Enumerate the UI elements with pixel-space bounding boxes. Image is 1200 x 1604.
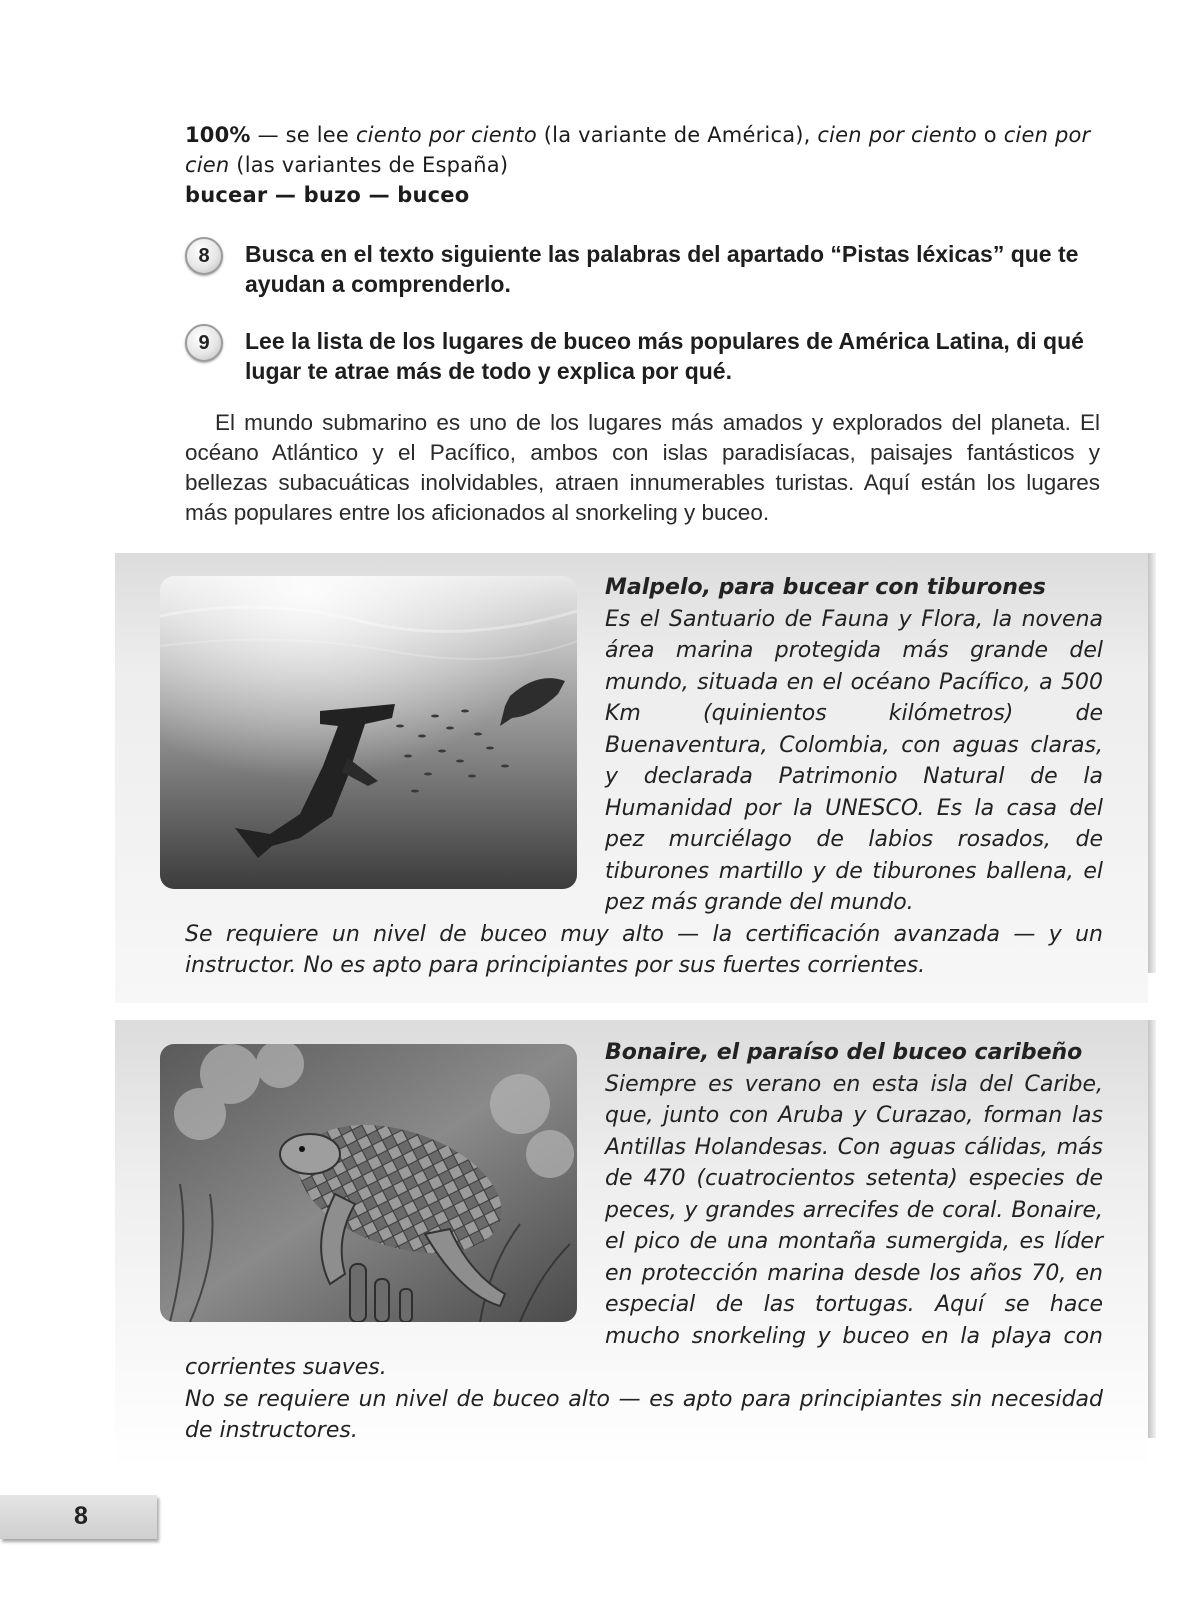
page-number-tab xyxy=(0,1495,157,1539)
photo-spacer xyxy=(115,1037,605,1352)
article-requirement: Se requiere un nivel de buceo muy alto — la certificación avanzada — y un instructor. No es apto para principiantes por sus fuertes corrientes. xyxy=(185,921,1103,978)
article-bonaire xyxy=(115,1020,1148,1468)
task-instruction: Lee la lista de los lugares de buceo más populares de América Latina, di qué lugar te atrae más de todo y explica por qué. xyxy=(245,328,1084,384)
article-title: Bonaire, el paraíso del buceo caribeño xyxy=(605,1040,1083,1065)
vocabulary-notes xyxy=(185,120,1100,210)
article-body: Siempre es verano en esta isla del Caribe, que, junto con Aruba y Curazao, forman las Antillas Holandesas. Con aguas cálidas, más de 470 (cuatrocientos setenta) especies de peces, y grandes arrecifes de coral. Bonaire, el pico de una montaña sumergida, es líder en protección marina desde los años 70, en especial de las tortugas. Aquí se hace mucho snorkeling y buceo en la playa con corrientes suaves. xyxy=(185,1071,1103,1380)
vocab-text: (la variante de América), xyxy=(536,123,818,147)
article-text xyxy=(185,1037,1103,1447)
vocab-text: o xyxy=(976,123,1004,147)
vocab-term-percent: 100% xyxy=(185,123,251,147)
article-text xyxy=(185,572,1103,982)
vocab-italic: cien por ciento xyxy=(817,123,977,147)
intro-paragraph: El mundo submarino es uno de los lugares más amados y explorados del planeta. El océano Atlántico y el Pacífico, ambos con islas paradisíacas, paisajes fantásticos y bellezas subacuáticas inolvidables, atraen innumerables turistas. Aquí están los lugares más populares entre los aficionados al snorkeling y buceo. xyxy=(185,410,1100,525)
vocab-text: — se lee xyxy=(250,123,356,147)
vocab-term-bucear: bucear — buzo — buceo xyxy=(185,183,470,207)
vocab-italic: cien por cien xyxy=(185,123,1091,177)
task-instruction: Busca en el texto siguiente las palabras del apartado “Pistas léxicas” que te ayudan a comprenderlo. xyxy=(245,241,1079,297)
vocab-line-bucear xyxy=(185,180,1100,210)
article-requirement: No se requiere un nivel de buceo alto — es apto para principiantes sin necesidad de instructores. xyxy=(185,1386,1103,1443)
task-9 xyxy=(185,326,1100,386)
task-8 xyxy=(185,239,1100,299)
article-title: Malpelo, para bucear con tiburones xyxy=(605,575,1046,600)
vocab-line-percent xyxy=(185,120,1100,180)
vocab-italic: ciento por ciento xyxy=(355,123,537,147)
article-body: Es el Santuario de Fauna y Flora, la novena área marina protegida más grande del mundo, situada en el océano Pacífico, a 500 Km (quinientos kilómetros) de Buenaventura, Colombia, con aguas claras, y declarada Patrimonio Natural de la Humanidad por la UNESCO. Es la casa del pez murciélago de labios rosados, de tiburones martillo y de tiburones ballena, el pez más grande del mundo. xyxy=(605,606,1103,915)
vocab-text: (las variantes de España) xyxy=(229,153,509,177)
article-malpelo xyxy=(115,553,1148,1003)
task-number-badge: 9 xyxy=(185,324,223,362)
task-number-badge: 8 xyxy=(185,237,223,275)
photo-spacer xyxy=(115,572,605,888)
page-number: 8 xyxy=(74,1502,88,1530)
